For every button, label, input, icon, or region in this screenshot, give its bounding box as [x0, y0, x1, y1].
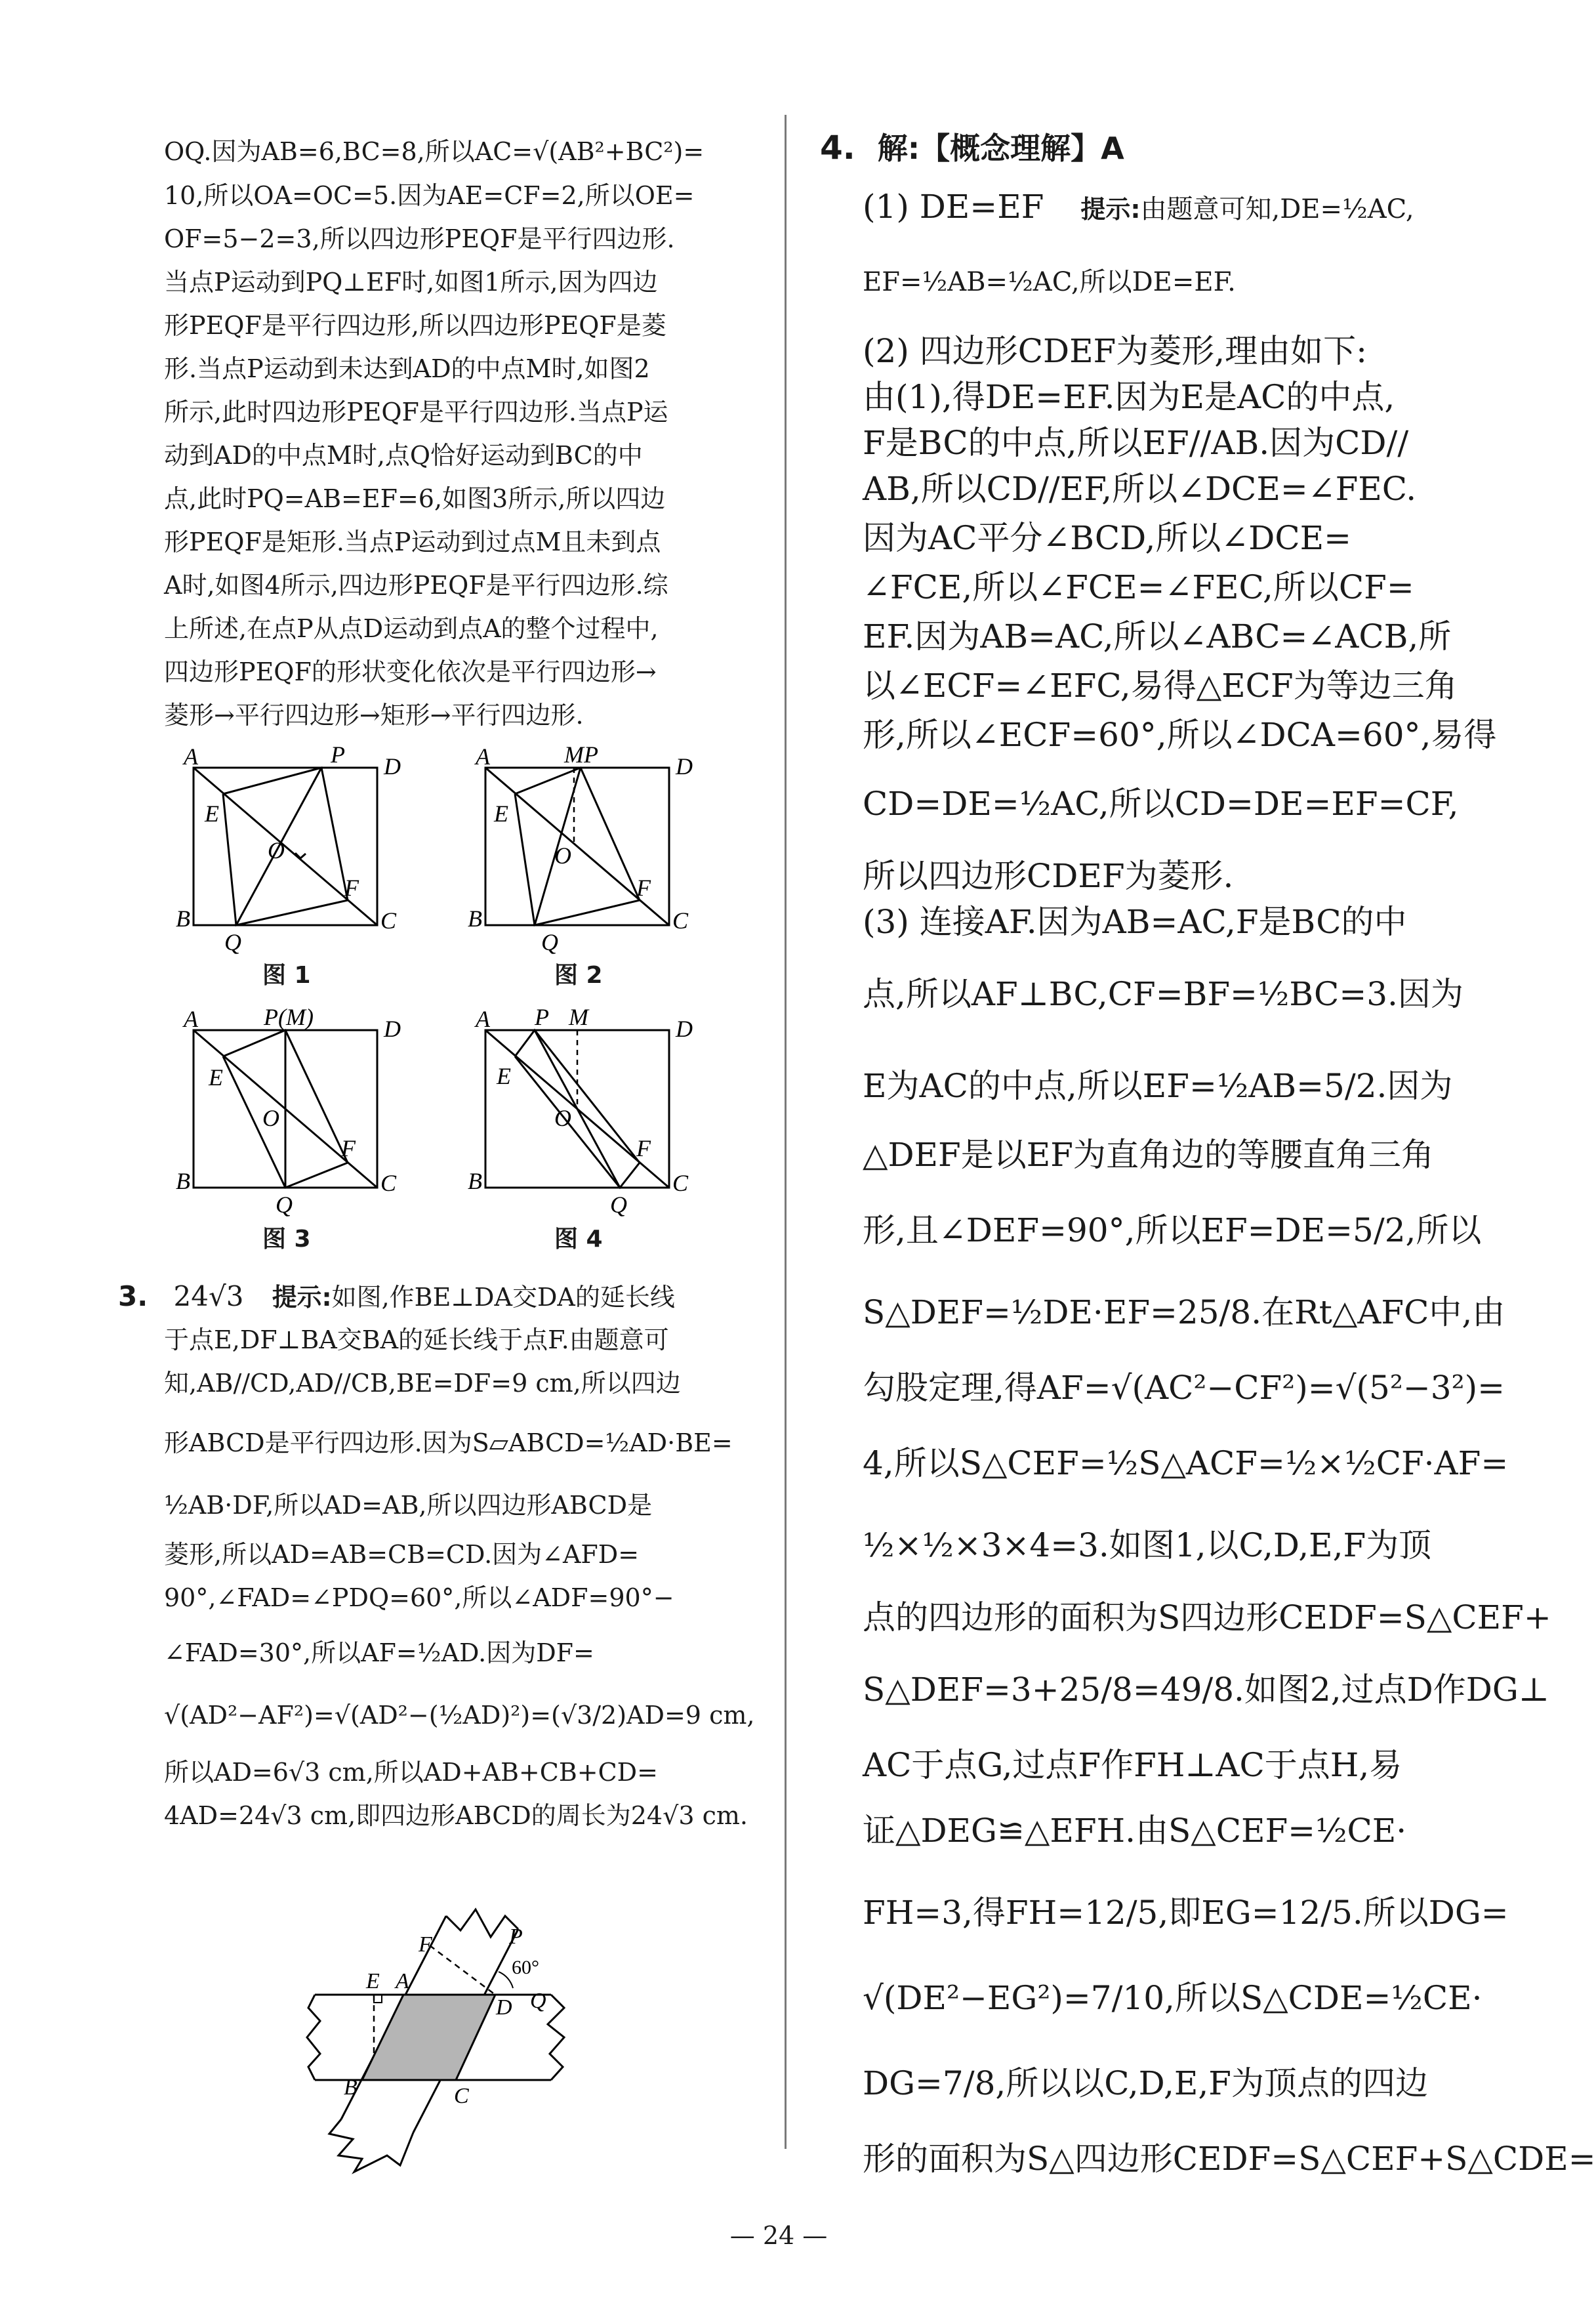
- left-line-6: 形.当点P运动到未达到AD的中点M时,如图2: [164, 354, 650, 383]
- q4-line-20: ½×½×3×4=3.如图1,以C,D,E,F为顶: [863, 1526, 1432, 1564]
- q4-line-16: 形,且∠DEF=90°,所以EF=DE=5/2,所以: [863, 1211, 1482, 1249]
- fig3-label-b: B: [176, 1168, 190, 1194]
- fig3-label-o: O: [262, 1105, 279, 1131]
- q4-line-12: (3) 连接AF.因为AB=AC,F是BC的中: [863, 903, 1407, 941]
- fig4-label-a: A: [476, 1006, 490, 1032]
- page-number: — 24 —: [729, 2221, 828, 2250]
- q4-line-26: √(DE²−EG²)=7/10,所以S△CDE=½CE·: [863, 1979, 1483, 2017]
- fig1-label-a: A: [184, 743, 198, 770]
- q3-line-8: √(AD²−AF²)=√(AD²−(½AD)²)=(√3/2)AD=9 cm,: [164, 1701, 755, 1730]
- fig1-label-e: E: [205, 801, 219, 827]
- q4-number: 4.: [820, 129, 855, 167]
- q4-line-13: 点,所以AF⊥BC,CF=BF=½BC=3.因为: [863, 975, 1463, 1013]
- left-line-9: 点,此时PQ=AB=EF=6,如图3所示,所以四边: [164, 484, 666, 513]
- q3-line-3: 形ABCD是平行四边形.因为S▱ABCD=½AD·BE=: [164, 1428, 733, 1457]
- q4-line-8: 以∠ECF=∠EFC,易得△ECF为等边三角: [863, 667, 1458, 705]
- fig4-label-c: C: [672, 1170, 689, 1196]
- fig4-label-e: E: [497, 1063, 511, 1089]
- left-line-10: 形PEQF是矩形.当点P运动到过点M且未到点: [164, 528, 661, 556]
- left-line-3: OF=5−2=3,所以四边形PEQF是平行四边形.: [164, 224, 675, 253]
- q4-line-25: FH=3,得FH=12/5,即EG=12/5.所以DG=: [863, 1894, 1509, 1932]
- figure-4: [462, 1004, 712, 1218]
- figure-4-caption: 图 4: [554, 1226, 603, 1253]
- q4-line-28: 形的面积为S△四边形CEDF=S△CEF+S△CDE=: [863, 2140, 1596, 2178]
- fig4-label-o: O: [554, 1105, 571, 1131]
- fig2-label-a: A: [476, 743, 490, 770]
- q4-line-3: F是BC的中点,所以EF//AB.因为CD//: [863, 424, 1409, 462]
- q3fig-label-c: C: [454, 2084, 469, 2108]
- q3fig-label-d: D: [496, 1995, 512, 2020]
- fig3-label-e: E: [209, 1064, 223, 1091]
- q3-hint-label: 提示:: [272, 1283, 332, 1312]
- left-line-14: 菱形→平行四边形→矩形→平行四边形.: [164, 701, 584, 730]
- fig1-label-c: C: [380, 907, 397, 934]
- fig1-label-f: F: [344, 875, 359, 901]
- fig4-label-d: D: [676, 1016, 693, 1042]
- q3fig-label-p: P: [509, 1924, 523, 1949]
- fig4-label-p: P: [535, 1004, 549, 1030]
- q3-line-6: 90°,∠FAD=∠PDQ=60°,所以∠ADF=90°−: [164, 1583, 674, 1612]
- figure-2: [462, 741, 712, 955]
- figure-2-caption: 图 2: [554, 962, 603, 989]
- q3-line-1: 于点E,DF⊥BA交BA的延长线于点F.由题意可: [164, 1325, 669, 1354]
- q4-part1-hint: 由题意可知,DE=½AC,: [1140, 194, 1414, 224]
- left-line-5: 形PEQF是平行四边形,所以四边形PEQF是菱: [164, 311, 666, 340]
- figure-1: [171, 741, 420, 955]
- q4-line-4: AB,所以CD//EF,所以∠DCE=∠FEC.: [863, 470, 1417, 508]
- q3-line-10: 4AD=24√3 cm,即四边形ABCD的周长为24√3 cm.: [164, 1801, 748, 1830]
- fig2-label-mp: MP: [564, 741, 598, 768]
- q4-part1-hint-label: 提示:: [1080, 195, 1141, 224]
- q4-line-19: 4,所以S△CEF=½S△ACF=½×½CF·AF=: [863, 1444, 1509, 1482]
- q4-line-14: E为AC的中点,所以EF=½AB=5/2.因为: [863, 1067, 1453, 1105]
- fig3-label-a: A: [184, 1006, 198, 1032]
- fig3-label-q: Q: [276, 1192, 293, 1218]
- q3fig-label-a: A: [396, 1969, 409, 1993]
- q4-line-9: 形,所以∠ECF=60°,所以∠DCA=60°,易得: [863, 716, 1497, 754]
- fig4-label-f: F: [636, 1135, 651, 1161]
- left-line-1: OQ.因为AB=6,BC=8,所以AC=√(AB²+BC²)=: [164, 137, 705, 166]
- left-line-7: 所示,此时四边形PEQF是平行四边形.当点P运: [164, 398, 668, 426]
- fig1-label-o: O: [268, 837, 285, 863]
- q4-line-11: 所以四边形CDEF为菱形.: [863, 857, 1234, 895]
- fig3-label-f: F: [341, 1135, 356, 1161]
- q4-line-18: 勾股定理,得AF=√(AC²−CF²)=√(5²−3²)=: [863, 1369, 1505, 1407]
- q4-line-6: ∠FCE,所以∠FCE=∠FEC,所以CF=: [863, 568, 1414, 606]
- q4-line-22: S△DEF=3+25/8=49/8.如图2,过点D作DG⊥: [863, 1671, 1549, 1709]
- q3fig-label-b: B: [344, 2075, 358, 2100]
- fig1-label-b: B: [176, 905, 190, 932]
- fig2-label-f: F: [636, 875, 651, 901]
- fig1-label-d: D: [384, 753, 401, 780]
- left-line-11: A时,如图4所示,四边形PEQF是平行四边形.综: [164, 571, 668, 600]
- q3-line-7: ∠FAD=30°,所以AF=½AD.因为DF=: [164, 1638, 594, 1667]
- fig2-label-c: C: [672, 907, 689, 934]
- q4-part1: [863, 188, 1519, 226]
- q3-line-5: 菱形,所以AD=AB=CB=CD.因为∠AFD=: [164, 1540, 640, 1569]
- q3-line-2: 知,AB//CD,AD//CB,BE=DF=9 cm,所以四边: [164, 1369, 681, 1398]
- fig3-label-pm: P(M): [264, 1004, 314, 1030]
- q3fig-label-e: E: [366, 1969, 380, 1993]
- q4-part1-hint-2: EF=½AB=½AC,所以DE=EF.: [863, 267, 1236, 297]
- fig4-label-m: M: [569, 1004, 588, 1030]
- q3fig-label-f: F: [419, 1932, 432, 1957]
- column-divider: [785, 115, 787, 2149]
- q4-line-23: AC于点G,过点F作FH⊥AC于点H,易: [863, 1746, 1402, 1784]
- q4-title: 解:【概念理解】A: [877, 131, 1124, 166]
- fig2-label-e: E: [494, 801, 508, 827]
- q4-part1-answer: (1) DE=EF: [863, 188, 1044, 226]
- q4-line-15: △DEF是以EF为直角边的等腰直角三角: [863, 1136, 1434, 1174]
- q3-answer: 24√3: [173, 1280, 244, 1312]
- fig2-label-d: D: [676, 753, 693, 780]
- q4-line-24: 证△DEG≌△EFH.由S△CEF=½CE·: [863, 1812, 1407, 1850]
- left-line-2: 10,所以OA=OC=5.因为AE=CF=2,所以OE=: [164, 181, 695, 210]
- figure-1-caption: 图 1: [262, 962, 311, 989]
- q3-header: [118, 1280, 708, 1312]
- fig2-label-b: B: [468, 905, 482, 932]
- fig3-label-d: D: [384, 1016, 401, 1042]
- left-line-12: 上所述,在点P从点D运动到点A的整个过程中,: [164, 614, 659, 643]
- q3fig-label-angle: 60°: [512, 1957, 539, 1978]
- figure-3: [171, 1004, 420, 1218]
- q4-line-27: DG=7/8,所以以C,D,E,F为顶点的四边: [863, 2064, 1428, 2102]
- q4-line-17: S△DEF=½DE·EF=25/8.在Rt△AFC中,由: [863, 1293, 1505, 1331]
- left-line-4: 当点P运动到PQ⊥EF时,如图1所示,因为四边: [164, 268, 658, 297]
- q4-line-2: 由(1),得DE=EF.因为E是AC的中点,: [863, 378, 1395, 416]
- fig4-label-q: Q: [610, 1192, 627, 1218]
- q3-line-4: ½AB·DF,所以AD=AB,所以四边形ABCD是: [164, 1491, 653, 1520]
- q3-figure: [289, 1890, 604, 2181]
- q3-first-line: 如图,作BE⊥DA交DA的延长线: [331, 1283, 675, 1312]
- fig2-label-o: O: [554, 842, 571, 869]
- left-line-13: 四边形PEQF的形状变化依次是平行四边形→: [164, 657, 657, 686]
- fig1-label-q: Q: [224, 929, 241, 955]
- q4-header: [820, 129, 1476, 167]
- left-line-8: 动到AD的中点M时,点Q恰好运动到BC的中: [164, 441, 643, 470]
- q4-line-10: CD=DE=½AC,所以CD=DE=EF=CF,: [863, 785, 1459, 823]
- fig3-label-c: C: [380, 1170, 397, 1196]
- q4-line-1: (2) 四边形CDEF为菱形,理由如下:: [863, 332, 1367, 370]
- q3-number: 3.: [118, 1280, 148, 1312]
- figure-3-caption: 图 3: [262, 1226, 311, 1253]
- fig2-label-q: Q: [541, 929, 558, 955]
- fig4-label-b: B: [468, 1168, 482, 1194]
- q3fig-label-q: Q: [530, 1989, 546, 2013]
- fig1-label-p: P: [331, 741, 345, 768]
- q4-line-21: 点的四边形的面积为S四边形CEDF=S△CEF+: [863, 1598, 1551, 1636]
- q4-line-7: EF.因为AB=AC,所以∠ABC=∠ACB,所: [863, 617, 1452, 655]
- q4-line-5: 因为AC平分∠BCD,所以∠DCE=: [863, 519, 1352, 557]
- q3-line-9: 所以AD=6√3 cm,所以AD+AB+CB+CD=: [164, 1758, 658, 1787]
